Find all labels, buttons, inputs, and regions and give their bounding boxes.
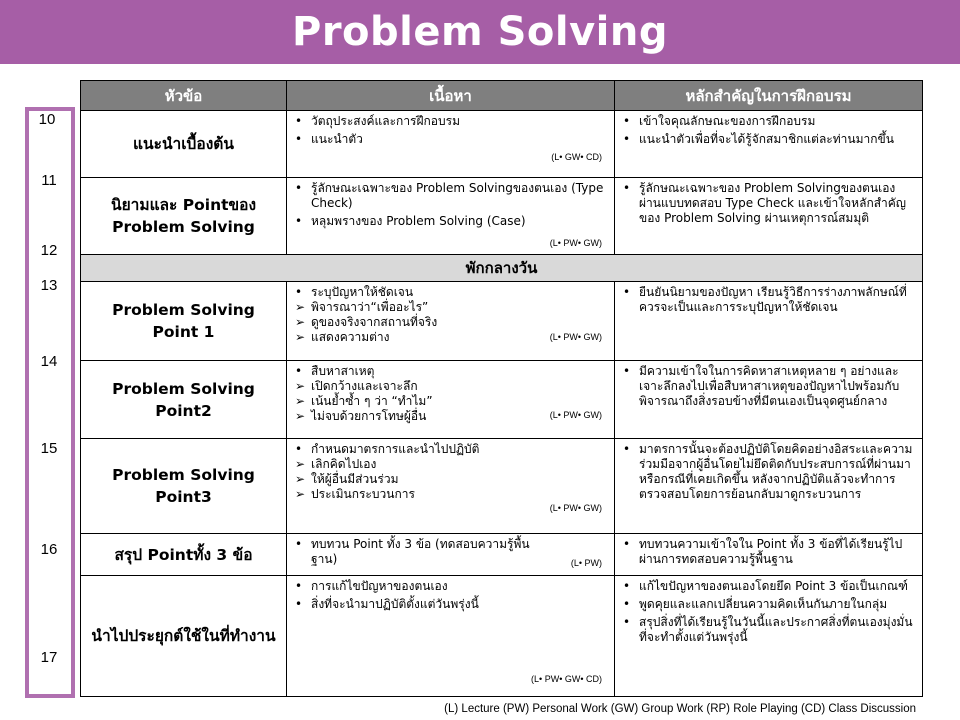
topic-cell: Problem Solving Point3 [81, 439, 287, 534]
hour-label: 11 [41, 172, 57, 189]
bullet-icon: • [623, 114, 631, 128]
list-item: • การแก้ไขปัญหาของตนเอง [295, 579, 448, 593]
bullet-icon: • [295, 597, 303, 611]
list-item: • แนะนำตัว [295, 132, 363, 146]
key-point-cell [615, 439, 923, 534]
bullet-icon: • [295, 114, 303, 128]
table-row [81, 282, 923, 361]
bullet-icon: • [623, 442, 631, 456]
arrow-bullet-icon: ➢ [295, 409, 306, 423]
hour-label: 14 [40, 353, 58, 370]
bullet-icon: • [623, 364, 631, 378]
schedule-table [80, 80, 923, 697]
list-item: • มีความเข้าใจในการคิดหาสาเหตุหลาย ๆ อย่างและเจาะลึกลงไปเพื่อสืบหาสาเหตุของปัญหาไปพร้อมกับพิจารณาถึงสิ่งรอบข้างที่มีตนเองเป็นจุดศูนย์กลาง [623, 364, 900, 408]
method-tag: (L• PW) [570, 558, 602, 568]
legend-footer: (L) Lecture (PW) Personal Work (GW) Group Work (RP) Role Playing (CD) Class Discussion [444, 703, 916, 715]
list-item: • สิ่งที่จะนำมาปฏิบัติตั้งแต่วันพรุ่งนี้ [295, 597, 479, 611]
list-item: ➢ ดูของจริงจากสถานที่จริง [295, 315, 438, 329]
hour-label: 17 [40, 649, 58, 666]
table-row [81, 534, 923, 576]
key-point-cell [615, 111, 923, 178]
arrow-bullet-icon: ➢ [295, 457, 306, 471]
list-item: • แก้ไขปัญหาของตนเองโดยยึด Point 3 ข้อเป็นเกณฑ์ [623, 579, 908, 593]
content-cell [287, 178, 615, 255]
arrow-bullet-icon: ➢ [295, 472, 306, 486]
topic-cell: สรุป Pointทั้ง 3 ข้อ [81, 534, 287, 576]
bullet-icon: • [295, 214, 303, 228]
content-cell [287, 439, 615, 534]
method-tag: (L• PW• GW) [549, 332, 602, 342]
topic-cell: Problem Solving Point 1 [81, 282, 287, 361]
bullet-icon: • [623, 579, 631, 593]
hour-label: 13 [40, 277, 58, 294]
key-point-cell [615, 178, 923, 255]
list-item: ➢ ไม่จบด้วยการโทษผู้อื่น [295, 409, 427, 423]
bullet-icon: • [623, 537, 631, 551]
arrow-bullet-icon: ➢ [295, 379, 306, 393]
key-point-cell [615, 576, 923, 697]
list-item: • แนะนำตัวเพื่อที่จะได้รู้จักสมาชิกแต่ละท่านมากขึ้น [623, 132, 894, 146]
bullet-icon: • [295, 537, 303, 551]
arrow-bullet-icon: ➢ [295, 394, 306, 408]
hour-label: 15 [40, 440, 58, 457]
hour-label: 16 [40, 541, 58, 558]
list-item: • ทบทวนความเข้าใจใน Point ทั้ง 3 ข้อที่ได้เรียนรู้ไป ผ่านการทดสอบความรู้พื้นฐาน [623, 537, 903, 566]
arrow-bullet-icon: ➢ [295, 315, 306, 329]
table-row [81, 439, 923, 534]
bullet-icon: • [623, 597, 631, 611]
content-cell [287, 576, 615, 697]
header-topic: หัวข้อ [81, 81, 287, 111]
bullet-icon: • [295, 132, 303, 146]
table-header-row [81, 81, 923, 111]
list-item: • มาตรการนั้นจะต้องปฏิบัติโดยคิดอย่างอิสระและความร่วมมือจากผู้อื่นโดยไม่ยึดติดกับประสบการณ์ที่ผ่านมาหรือกรณีที่เคยเกิดขึ้น หลังจากปฏิบัติแล้วจะทำการตรวจสอบโดยการย้อนกลับมาดูกระบวนการ [623, 442, 913, 501]
bullet-icon: • [295, 579, 303, 593]
header-key-points: หลักสำคัญในการฝึกอบรม [615, 81, 923, 111]
header-content: เนื้อหา [287, 81, 615, 111]
table-row [81, 361, 923, 439]
content-cell [287, 111, 615, 178]
title-banner [0, 0, 960, 64]
topic-cell: นิยามและ Pointของ Problem Solving [81, 178, 287, 255]
list-item: ➢ เน้นย้ำซ้ำ ๆ ว่า “ทำไม” [295, 394, 433, 408]
key-point-cell [615, 361, 923, 439]
list-item: • สืบหาสาเหตุ [295, 364, 375, 378]
list-item: ➢ แสดงความต่าง [295, 330, 390, 344]
list-item: • เข้าใจคุณลักษณะของการฝึกอบรม [623, 114, 816, 128]
page-title: Problem Solving [292, 9, 668, 55]
list-item: • วัตถุประสงค์และการฝึกอบรม [295, 114, 460, 128]
list-item: • รู้ลักษณะเฉพาะของ Problem Solvingของตนเอง (Type Check) [295, 181, 604, 210]
hours-column [25, 107, 75, 698]
list-item: • หลุมพรางของ Problem Solving (Case) [295, 214, 526, 228]
method-tag: (L• PW• GW) [549, 503, 602, 513]
content-cell [287, 361, 615, 439]
table-row [81, 178, 923, 255]
topic-cell: แนะนำเบื้องต้น [81, 111, 287, 178]
hour-label: 12 [40, 242, 58, 259]
bullet-icon: • [295, 442, 303, 456]
key-point-cell [615, 282, 923, 361]
method-tag: (L• PW• GW• CD) [531, 674, 602, 684]
table-row [81, 111, 923, 178]
bullet-icon: • [623, 615, 631, 629]
list-item: • ทบทวน Point ทั้ง 3 ข้อ (ทดสอบความรู้พื้นฐาน) [295, 537, 530, 566]
list-item: • กำหนดมาตรการและนำไปปฏิบัติ [295, 442, 480, 456]
table-row [81, 576, 923, 697]
lunch-label: พักกลางวัน [81, 255, 923, 282]
arrow-bullet-icon: ➢ [295, 330, 306, 344]
key-point-cell [615, 534, 923, 576]
list-item: • สรุปสิ่งที่ได้เรียนรู้ในวันนี้และประกาศสิ่งที่ตนเองมุ่งมั่นที่จะทำตั้งแต่วันพรุ่งนี้ [623, 615, 913, 644]
bullet-icon: • [295, 285, 303, 299]
arrow-bullet-icon: ➢ [295, 300, 306, 314]
list-item: ➢ เลิกคิดไปเอง [295, 457, 377, 471]
topic-cell: นำไปประยุกต์ใช้ในที่ทำงาน [81, 576, 287, 697]
bullet-icon: • [295, 364, 303, 378]
bullet-icon: • [623, 181, 631, 195]
list-item: • ยืนยันนิยามของปัญหา เรียนรู้วิธีการร่างภาพลักษณ์ที่ควรจะเป็นและการระบุปัญหาให้ชัดเจน [623, 285, 907, 314]
content-cell [287, 282, 615, 361]
list-item: ➢ ประเมินกระบวนการ [295, 487, 415, 501]
method-tag: (L• GW• CD) [551, 152, 602, 162]
method-tag: (L• PW• GW) [549, 410, 602, 420]
method-tag: (L• PW• GW) [549, 238, 602, 248]
bullet-icon: • [623, 285, 631, 299]
list-item: ➢ ให้ผู้อื่นมีส่วนร่วม [295, 472, 399, 486]
list-item: • ระบุปัญหาให้ชัดเจน [295, 285, 414, 299]
topic-cell: Problem Solving Point2 [81, 361, 287, 439]
bullet-icon: • [623, 132, 631, 146]
list-item: ➢ พิจารณาว่า“เพื่ออะไร” [295, 300, 429, 314]
content-cell [287, 534, 615, 576]
list-item: • รู้ลักษณะเฉพาะของ Problem Solvingของตนเองผ่านแบบทดสอบ Type Check และเข้าใจหลักสำคัญของ Problem Solving ผ่านเหตุการณ์สมมุติ [623, 181, 907, 225]
arrow-bullet-icon: ➢ [295, 487, 306, 501]
hour-label: 10 [38, 111, 56, 128]
bullet-icon: • [295, 181, 303, 195]
list-item: • พูดคุยและแลกเปลี่ยนความคิดเห็นกันภายในกลุ่ม [623, 597, 888, 611]
lunch-row [81, 255, 923, 282]
list-item: ➢ เปิดกว้างและเจาะลึก [295, 379, 418, 393]
